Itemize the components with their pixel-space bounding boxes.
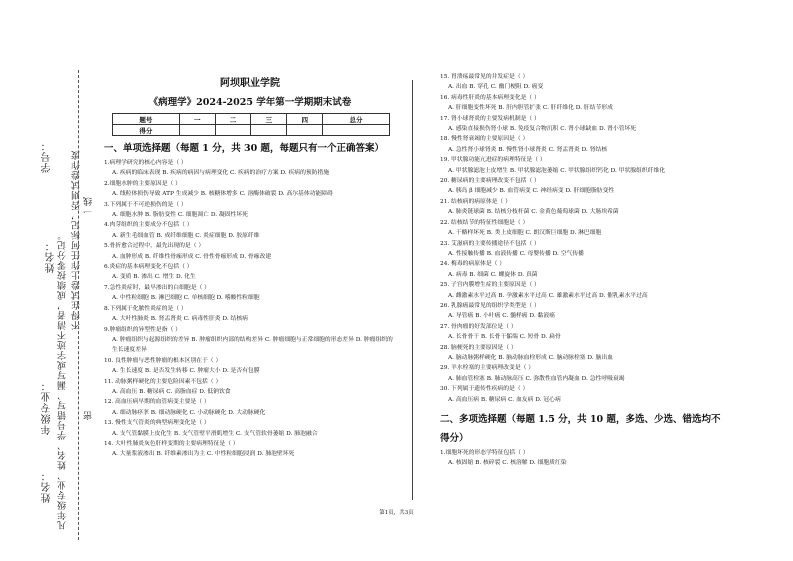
column-divider <box>412 80 413 500</box>
question-list <box>104 158 396 460</box>
student-id-label: 学号： <box>42 140 53 173</box>
question-stem: 14. 大叶性肺炎灰色肝样变期的主要病理特征是（ ） <box>104 440 239 447</box>
seal-label-top: 一线 <box>84 196 94 216</box>
question-stem: 12. 高血压病早期的血管病变主要是（ ） <box>104 399 210 406</box>
question-list <box>440 448 740 469</box>
score-cell: 得分 <box>113 125 180 136</box>
question-stem: 30. 下列属于遗传性疾病的是（ ） <box>440 386 529 393</box>
score-table-header-row <box>113 114 390 125</box>
question-options: A. 胰岛 β 细胞减少 B. 血管病变 C. 神经病变 D. 肝细胞脂肪变性 <box>448 188 615 195</box>
seal-label-bottom: 密 <box>84 410 94 420</box>
score-cell: 题号 <box>113 114 180 125</box>
class-label: 年级专业： <box>42 380 53 435</box>
seal-line <box>78 70 79 540</box>
score-input-cell[interactable] <box>251 125 287 136</box>
question-options: A. 新生毛细血管 B. 成纤维细胞 C. 炎症细胞 D. 胶原纤维 <box>112 232 260 239</box>
question-options: A. 支气管黏膜上皮化生 B. 支气管壁平滑肌增生 C. 支气管软骨萎缩 D. 肺泡融合 <box>112 430 318 437</box>
score-cell: 二 <box>215 114 251 125</box>
question-stem: 27. 骨肉瘤的好发部位是（ ） <box>440 323 517 330</box>
exam-title: 《病理学》2024-2025 学年第一学期期末试卷 <box>148 97 352 108</box>
question-stem: 19. 甲状腺功能亢进症的病理特征是（ ） <box>440 157 546 164</box>
score-cell: 一 <box>179 114 215 125</box>
question-stem: 4.肉芽组织的主要成分不包括（ ） <box>104 222 193 229</box>
question-stem: 24. 梅毒的病原体是（ ） <box>440 261 506 268</box>
school-name: 阿坝职业学院 <box>220 78 280 89</box>
question-stem: 10. 良性肿瘤与恶性肿瘤的根本区别在于（ ） <box>104 357 222 364</box>
score-table <box>112 113 390 136</box>
question-options: A. 急性肾小球肾炎 B. 慢性肾小球肾炎 C. 肾盂肾炎 D. 肾结核 <box>448 146 608 153</box>
question-stem: 25. 子宫内膜增生症的主要原因是（ ） <box>440 282 540 289</box>
question-options: A. 大量浆液渗出 B. 纤维素渗出为主 C. 中性粒细胞浸润 D. 肺泡壁坏死 <box>112 451 295 458</box>
question-options: A. 感染直接损伤肾小球 B. 免疫复合物沉积 C. 肾小球缺血 D. 肾小管坏死 <box>448 126 637 133</box>
question-options: A. 中性粒细胞 B. 淋巴细胞 C. 单核细胞 D. 嗜酸性粒细胞 <box>112 295 260 302</box>
score-table-score-row <box>113 125 390 136</box>
question-options: A. 肝细胞变性坏死 B. 肝内胆管扩张 C. 肝纤维化 D. 肝结节形成 <box>448 105 613 112</box>
question-options: A. 干酪样坏死 B. 类上皮细胞 C. 朗汉斯巨细胞 D. 淋巴细胞 <box>448 230 602 237</box>
bottom-name-label: 姓名： <box>42 470 53 503</box>
question-list <box>440 72 740 405</box>
question-stem: 7.急性炎症时，最早渗出的白细胞是（ ） <box>104 284 210 291</box>
score-input-cell[interactable] <box>215 125 251 136</box>
question-stem: 18. 慢性肾衰竭的主要原因是（ ） <box>440 136 529 143</box>
question-options: A. 高血压 B. 糖尿病 C. 高脂血症 D. 低钠饮食 <box>112 388 231 395</box>
question-options: A. 线粒体损伤导致 ATP 生成减少 B. 核糖体增多 C. 溶酶体破裂 D. 高尔基体功能障碍 <box>112 191 333 198</box>
question-options: A. 导管癌 B. 小叶癌 C. 髓样癌 D. 黏液癌 <box>448 313 555 320</box>
question-stem: 8.下列属于化脓性炎症的是（ ） <box>104 305 187 312</box>
question-options: A. 细胞水肿 B. 脂肪变性 C. 细胞凋亡 D. 凝固性坏死 <box>112 212 248 219</box>
question-stem: 1.细胞坏死的形态学特征包括（ ） <box>440 450 529 456</box>
question-options: A. 肺血管栓塞 B. 肺动脉高压 C. 弥散性血管内凝血 D. 急性呼吸衰竭 <box>448 375 625 382</box>
left-column <box>104 74 396 460</box>
question-options: A. 肺炎链球菌 B. 结核分枝杆菌 C. 金黄色葡萄球菌 D. 大肠埃希菌 <box>448 209 619 216</box>
instruction-text: 凡年级专业、姓名、学号错写、漏写或字迹不清者，成绩按零分记。 <box>58 230 68 530</box>
name-label: 姓名： <box>46 240 57 273</box>
score-cell: 总分 <box>323 114 390 125</box>
score-input-cell[interactable] <box>179 125 215 136</box>
question-stem: 17. 肾小球肾炎的主要发病机制是（ ） <box>440 115 540 122</box>
question-stem: 16. 病毒性肝炎的基本病理变化是（ ） <box>440 94 540 101</box>
question-stem: 22. 结核结节的特征性细胞是（ ） <box>440 219 529 226</box>
question-stem: 13. 慢性支气管炎的典型病理变化是（ ） <box>104 420 210 427</box>
question-stem: 28. 脑梗死的主要原因是（ ） <box>440 344 517 351</box>
question-options: A. 病毒 B. 细菌 C. 螺旋体 D. 真菌 <box>448 271 538 278</box>
question-options: A. 脑动脉粥样硬化 B. 脑动脉血栓形成 C. 脑动脉栓塞 D. 脑出血 <box>448 354 613 361</box>
question-stem: 20. 糖尿病的主要病理改变不包括（ ） <box>440 178 540 185</box>
score-cell: 四 <box>287 114 323 125</box>
section-title-line: 得分） <box>440 433 469 444</box>
question-stem: 23. 艾滋病的主要传播途径不包括（ ） <box>440 240 540 247</box>
question-stem: 3.下列属于不可逆损伤的是（ ） <box>104 201 187 208</box>
section-title <box>440 413 740 445</box>
question-stem: 1.病理学研究的核心内容是（ ） <box>104 160 187 166</box>
question-stem: 2.细胞水肿的主要原因是（ ） <box>104 180 181 187</box>
score-cell: 三 <box>251 114 287 125</box>
section-title-line: 二、多项选择题（每题 1.5 分，共 10 题，多选、少选、错选均不 <box>440 414 721 425</box>
question-options: A. 细动脉痉挛 B. 细动脉硬化 C. 小动脉硬化 D. 大动脉硬化 <box>112 409 266 416</box>
question-options: A. 性接触传播 B. 血液传播 C. 母婴传播 D. 空气传播 <box>448 250 584 257</box>
question-options: A. 核固缩 B. 核碎裂 C. 核溶解 D. 细胞质红染 <box>448 460 567 467</box>
question-options: A. 疾病的临床表现 B. 疾病的病因与病理变化 C. 疾病的治疗方案 D. 疾病的预防措施 <box>112 170 330 177</box>
question-options: A. 雌激素水平过高 B. 孕激素水平过高 C. 雄激素水平过高 D. 催乳素水平过高 <box>448 292 648 299</box>
question-options: A. 大叶性肺炎 B. 肾盂肾炎 C. 病毒性肝炎 D. 结核病 <box>112 316 248 323</box>
question-options: A. 变质 B. 渗出 C. 增生 D. 化生 <box>112 274 196 281</box>
binding-margin <box>0 0 92 561</box>
score-input-cell[interactable] <box>287 125 323 136</box>
question-stem: 15. 胃溃疡最常见的并发症是（ ） <box>440 74 529 80</box>
question-options: A. 高血压病 B. 糖尿病 C. 血友病 D. 冠心病 <box>448 396 561 403</box>
question-options: A. 肿瘤组织与起源组织的差异 B. 肿瘤组织内部的结构差异 C. 肿瘤细胞与正常细胞的形态差异 D. 肿瘤组织的生长速度差异 <box>112 336 393 354</box>
right-column <box>440 72 740 469</box>
question-stem: 21. 结核病的病原体是（ ） <box>440 198 511 205</box>
score-input-cell[interactable] <box>323 125 390 136</box>
question-stem: 9.肿瘤组织的异型性是指（ ） <box>104 326 181 333</box>
question-stem: 29. 羊水栓塞的主要病理改变是（ ） <box>440 365 535 372</box>
question-stem: 5.骨折愈合过程中，最先出现的是（ ） <box>104 243 205 250</box>
question-stem: 6.炎症的基本病理变化不包括（ ） <box>104 264 193 271</box>
question-stem: 26. 乳腺癌最常见的组织学类型是（ ） <box>440 302 540 309</box>
warning-text: 不得在试卷上作任何标记，否则试卷作废 <box>72 150 82 330</box>
question-options: A. 生长速度 B. 是否发生转移 C. 肿瘤大小 D. 是否有包膜 <box>112 368 260 375</box>
page-number: 第1页，共3页 <box>379 510 414 516</box>
question-options: A. 长骨骨干 B. 长骨干骺端 C. 短骨 D. 扁骨 <box>448 334 561 341</box>
question-options: A. 出血 B. 穿孔 C. 幽门梗阻 D. 癌变 <box>448 84 544 91</box>
section-title: 一、单项选择题（每题 1 分，共 30 题，每题只有一个正确答案） <box>104 143 385 154</box>
question-options: A. 血肿形成 B. 纤维性骨痂形成 C. 骨性骨痂形成 D. 骨痂改建 <box>112 253 272 260</box>
question-options: A. 甲状腺滤泡上皮增生 B. 甲状腺滤泡萎缩 C. 甲状腺组织钙化 D. 甲状腺组织纤维化 <box>448 167 666 174</box>
question-stem: 11. 动脉粥样硬化的主要危险因素不包括（ ） <box>104 378 222 385</box>
